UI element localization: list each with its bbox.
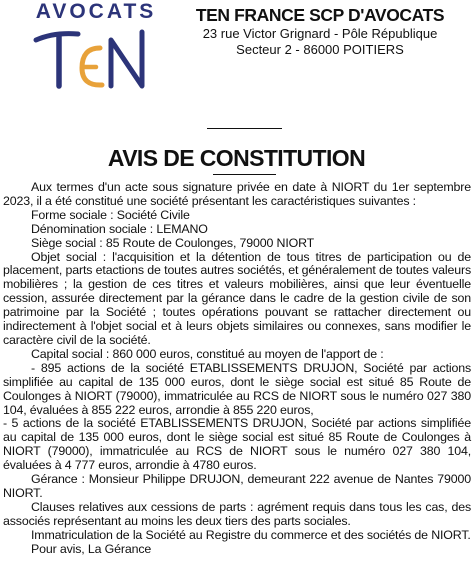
firm-header [190, 4, 450, 58]
title-underline [213, 174, 276, 175]
paragraph-immatriculation: Immatriculation de la Société au Registre du commerce et des sociétés de NIORT. [31, 527, 471, 542]
firm-address-line2: Secteur 2 - 86000 POITIERS [236, 42, 404, 57]
paragraph-gerance: Gérance : Monsieur Philippe DRUJON, demeurant 222 avenue de Nantes 79000 NIORT. [3, 472, 471, 500]
paragraph-objet: Objet social : l'acquisition et la détention de tous titres de participation ou de placement, parts etactions de toutes autres sociétés, et généralement de toutes valeurs mobilières ; la gestion de ces titres et valeurs mobilières, ainsi que leur éventuelle cession, assurée directement par la gérance dans le cadre de la gestion civile de son patrimoine par la Société ; toutes opérations pouvant se rattacher directement ou indirectement à l'objet social et à leurs objets similaires ou connexes, sans modifier le caractère civil de la société. [3, 249, 471, 347]
notice-body [3, 181, 471, 556]
paragraph-siege: Siège social : 85 Route de Coulonges, 79000 NIORT [31, 235, 315, 250]
paragraph-capital: Capital social : 860 000 euros, constitué au moyen de l'apport de : [31, 346, 384, 361]
paragraph-signature: Pour avis, La Gérance [31, 541, 152, 556]
firm-name: TEN FRANCE SCP D'AVOCATS [195, 5, 445, 25]
logo-wordmark: AVOCATS [35, 0, 157, 23]
paragraph-apport-1: - 895 actions de la société ETABLISSEMENTS DRUJON, Société par actions simplifiée au capital de 135 000 euros, dont le siège social est situé 85 Route de Coulonges à NIORT (79000), immatriculée au RCS de NIORT sous le numéro 027 380 104, évaluées à 855 222 euros, arrondie à 855 220 euros, [3, 360, 471, 417]
notice-title: AVIS DE CONSTITUTION [107, 145, 366, 171]
paragraph-denomination: Dénomination sociale : LEMANO [31, 221, 208, 236]
paragraph-forme: Forme sociale : Société Civile [31, 207, 190, 222]
firm-address-line1: 23 rue Victor Grignard - Pôle République [202, 26, 438, 41]
firm-logo [26, 0, 166, 100]
paragraph-apport-2: - 5 actions de la société ETABLISSEMENTS DRUJON, Société par actions simplifiée au capital de 135 000 euros, dont le siège social est situé 85 Route de Coulonges à NIORT (79000), immatriculée au RCS de NIORT sous le numéro 027 380 104, évaluées à 4 777 euros, arrondie à 4780 euros. [3, 416, 471, 473]
paragraph-intro: Aux termes d'un acte sous signature privée en date à NIORT du 1er septembre 2023, il a été constitué une société présentant les caractéristiques suivantes : [3, 180, 471, 208]
logo-monogram [26, 18, 166, 100]
paragraph-cessions: Clauses relatives aux cessions de parts : agrément requis dans tous les cas, des associés représentant au moins les deux tiers des parts sociales. [3, 499, 471, 528]
top-divider [207, 128, 282, 129]
